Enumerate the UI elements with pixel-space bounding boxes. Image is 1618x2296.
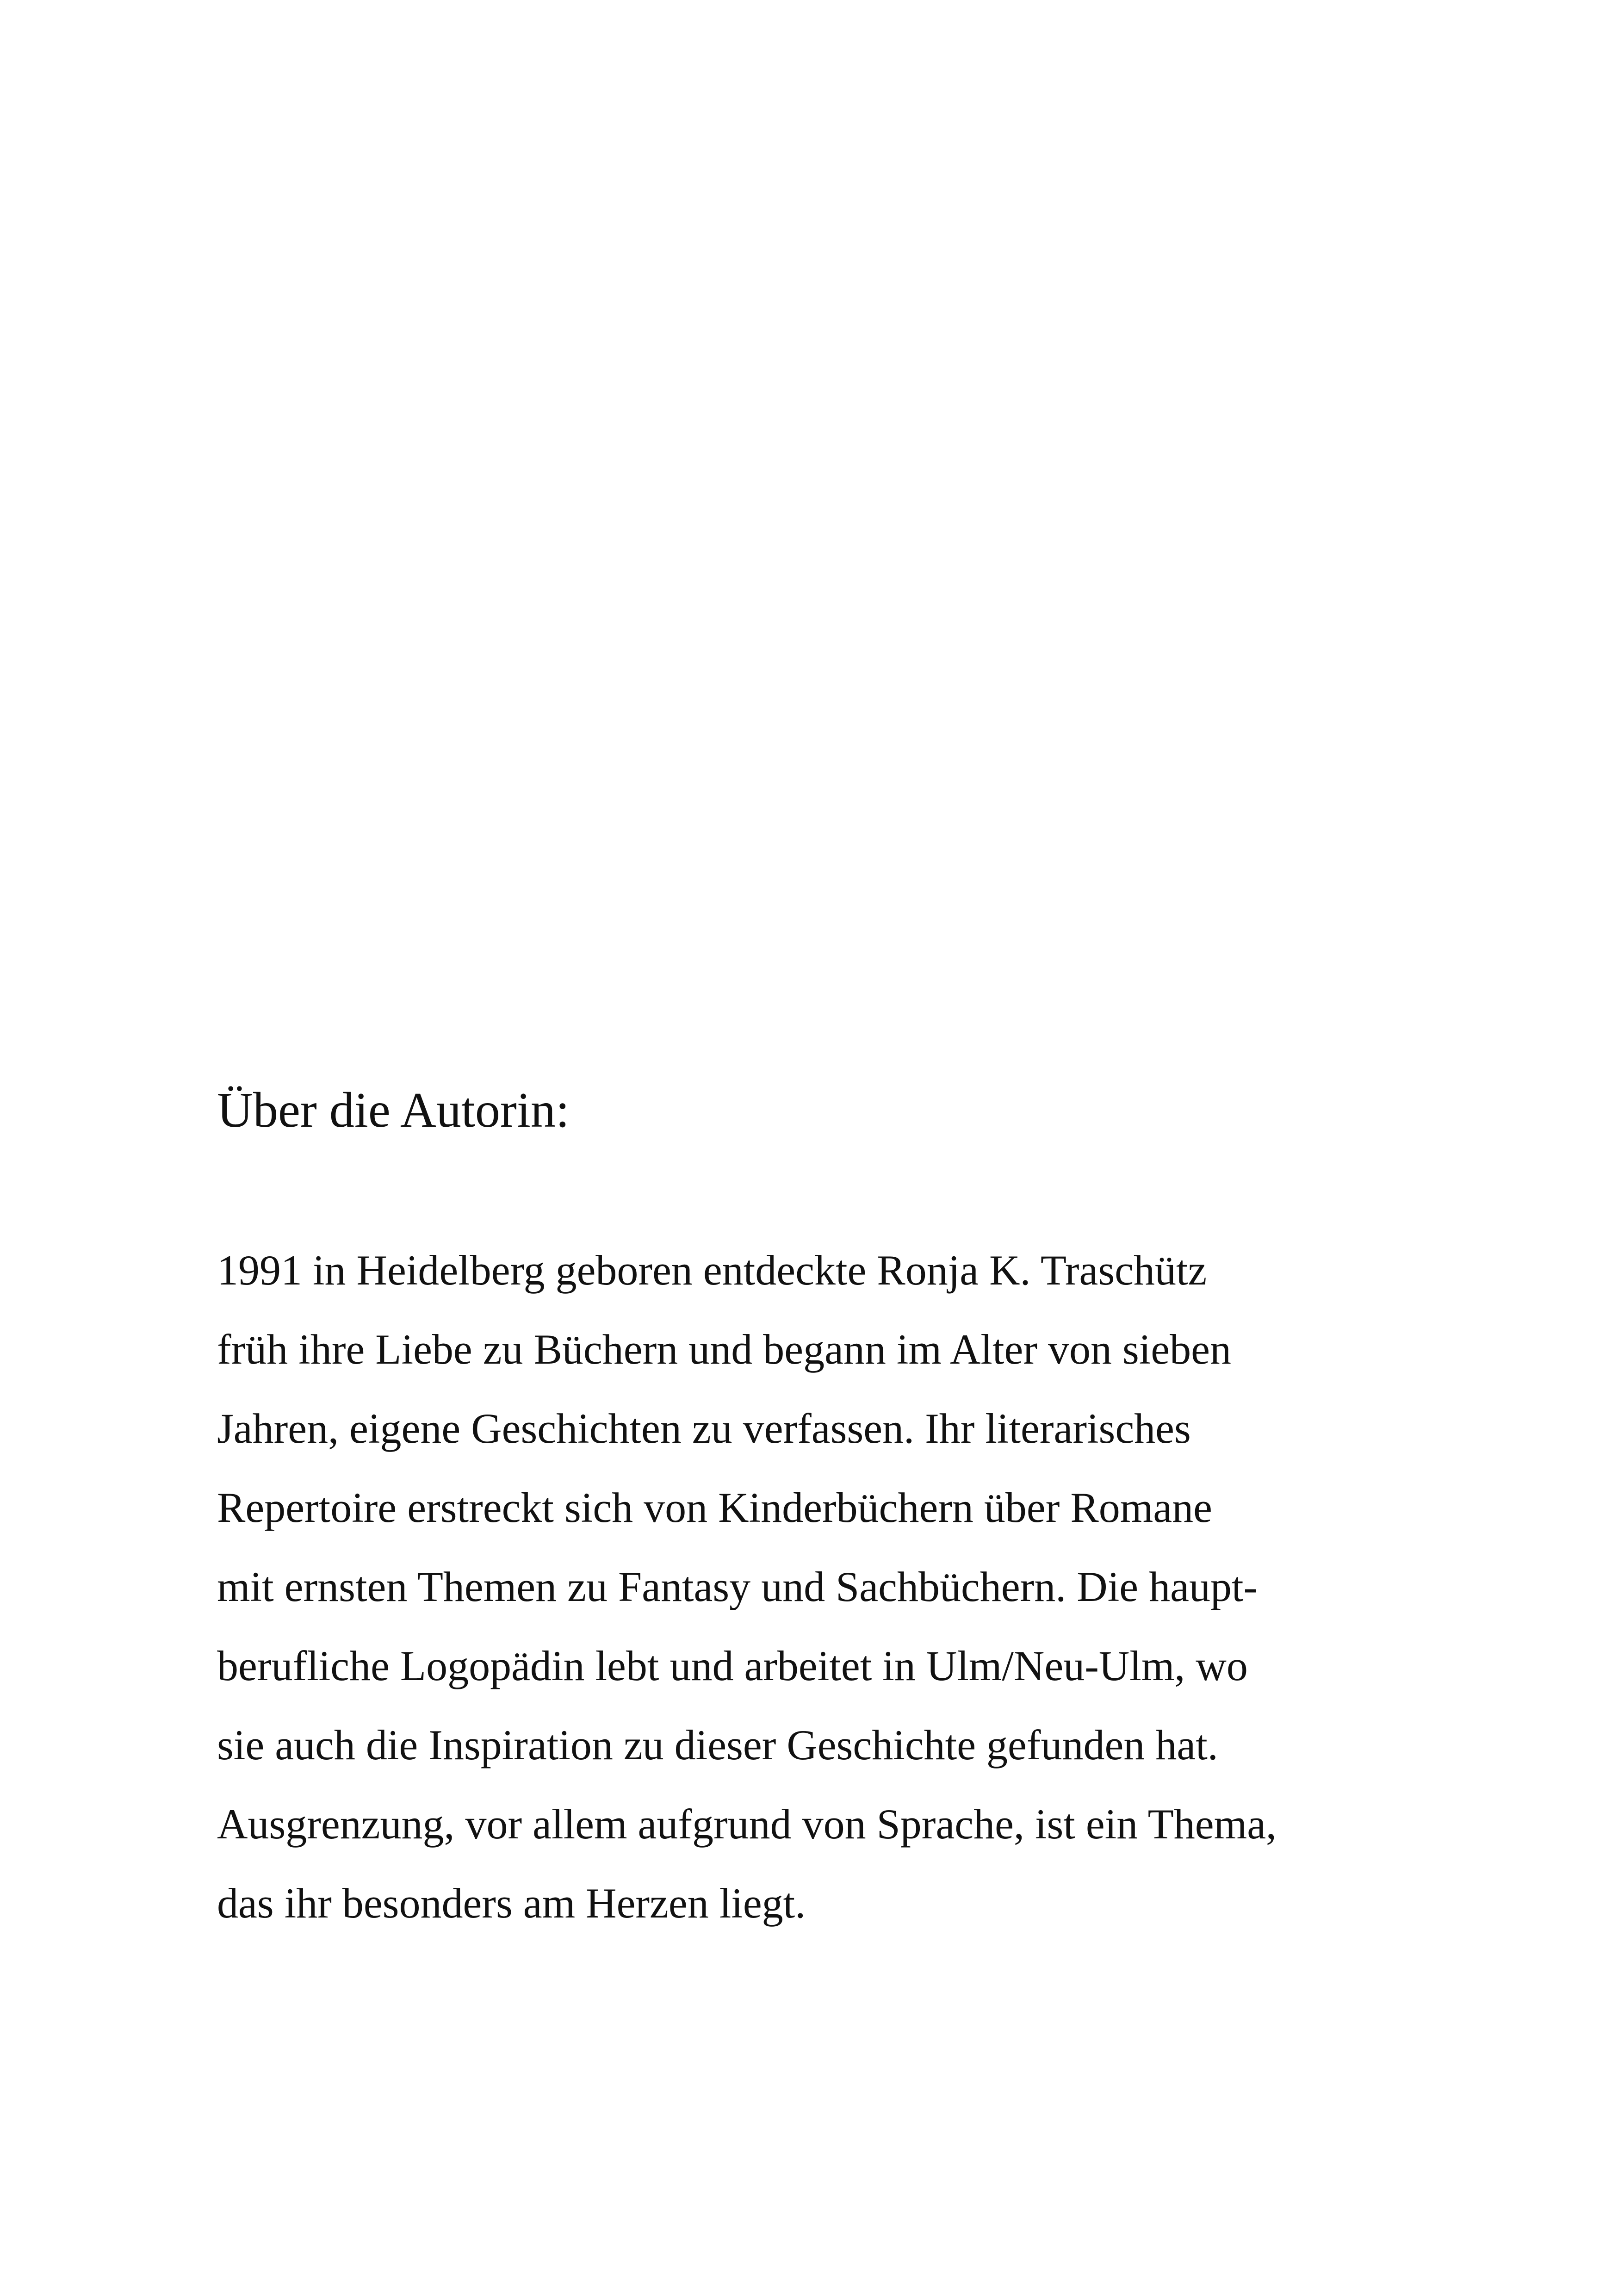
- bio-line: das ihr besonders am Herzen liegt.: [217, 1880, 806, 1927]
- bio-line: 1991 in Heidelberg geboren entdeckte Ronja K. Traschütz: [217, 1247, 1207, 1294]
- bio-line: mit ernsten Themen zu Fantasy und Sachbüchern. Die haupt-: [217, 1563, 1258, 1610]
- bio-line: Repertoire erstreckt sich von Kinderbüchern über Romane: [217, 1484, 1212, 1531]
- bio-line: sie auch die Inspiration zu dieser Geschichte gefunden hat.: [217, 1721, 1218, 1769]
- page-heading: Über die Autorin:: [217, 1083, 570, 1138]
- bio-line: früh ihre Liebe zu Büchern und begann im Alter von sieben: [217, 1326, 1232, 1373]
- author-biography: [217, 1231, 1475, 1943]
- bio-line: Jahren, eigene Geschichten zu verfassen. Ihr literarisches: [217, 1405, 1191, 1452]
- bio-line: berufliche Logopädin lebt und arbeitet in Ulm/Neu-Ulm, wo: [217, 1642, 1248, 1689]
- bio-line: Ausgrenzung, vor allem aufgrund von Sprache, ist ein Thema,: [217, 1800, 1277, 1848]
